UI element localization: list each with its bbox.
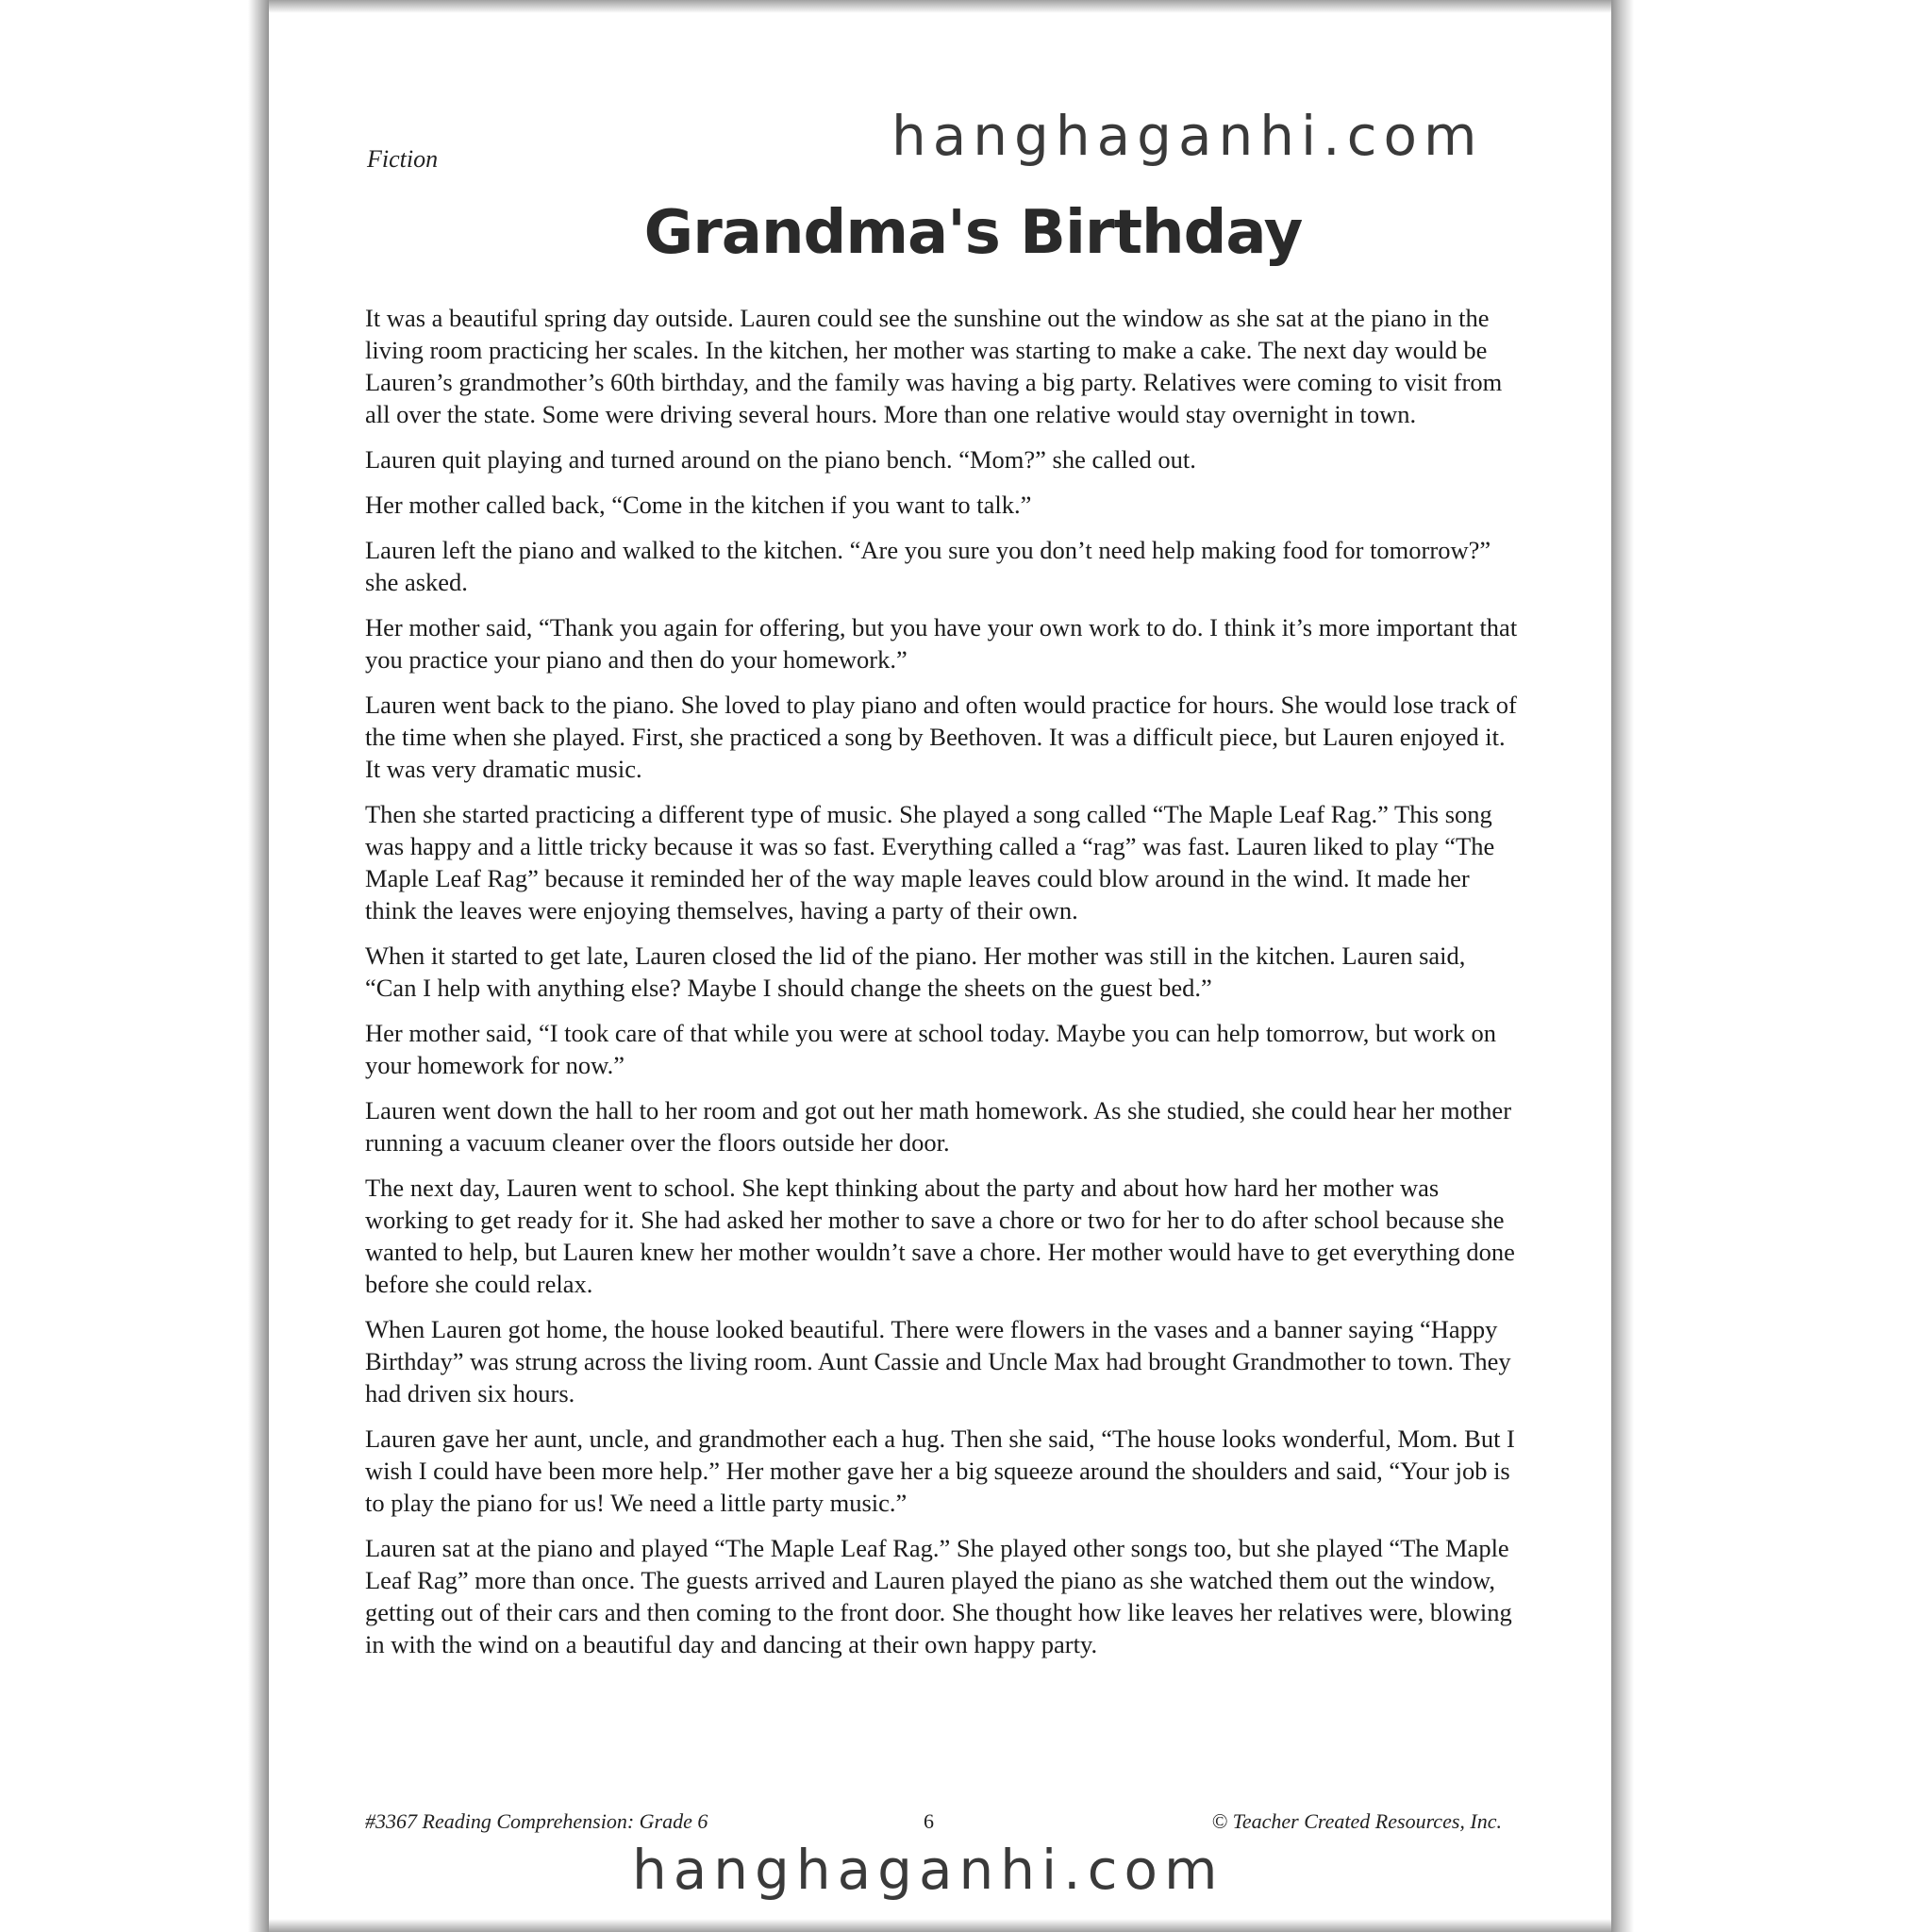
- watermark-top: hanghaganhi.com: [891, 104, 1484, 168]
- paragraph: Lauren quit playing and turned around on the piano bench. “Mom?” she called out.: [365, 445, 1196, 474]
- paragraph: Her mother said, “Thank you again for offering, but you have your own work to do. I think it’s more important that you practice your piano and then do your homework.”: [365, 613, 1518, 674]
- paragraph: When Lauren got home, the house looked beautiful. There were flowers in the vases and a banner saying “Happy Birthday” was strung across the living room. Aunt Cassie and Uncle Max had brought Grandmother to town. They had driven six hours.: [365, 1315, 1511, 1407]
- story-body: [365, 302, 1521, 1674]
- paragraph: Then she started practicing a different type of music. She played a song called “The Maple Leaf Rag.” This song was happy and a little tricky because it was so fast. Everything called a “rag” was fast. Lauren liked to play “The Maple Leaf Rag” because it reminded her of the way maple leaves could blow around in the wind. It made her think the leaves were enjoying themselves, having a party of their own.: [365, 800, 1495, 924]
- watermark-bottom: hanghaganhi.com: [632, 1838, 1224, 1902]
- paragraph: Her mother called back, “Come in the kitchen if you want to talk.”: [365, 491, 1032, 519]
- page-shadow-left: [248, 0, 269, 1932]
- paragraph: It was a beautiful spring day outside. Lauren could see the sunshine out the window as she sat at the piano in the living room practicing her scales. In the kitchen, her mother was starting to make a cake. The next day would be Lauren’s grandmother’s 60th birthday, and the family was having a big party. Relatives were coming to visit from all over the state. Some were driving several hours. More than one relative would stay overnight in town.: [365, 304, 1503, 428]
- paragraph: Lauren sat at the piano and played “The Maple Leaf Rag.” She played other songs too, but she played “The Maple Leaf Rag” more than once. The guests arrived and Lauren played the piano as she watched them out the window, getting out of their cars and then coming to the front door. She thought how like leaves her relatives were, blowing in with the wind on a beautiful day and dancing at their own happy party.: [365, 1534, 1512, 1658]
- section-label: Fiction: [367, 145, 439, 173]
- footer-copyright: © Teacher Created Resources, Inc.: [1211, 1809, 1502, 1833]
- document-page: [269, 13, 1611, 1919]
- paragraph: Lauren went down the hall to her room and got out her math homework. As she studied, she could hear her mother running a vacuum cleaner over the floors outside her door.: [365, 1096, 1512, 1157]
- page-shadow-top: [269, 0, 1611, 13]
- page-shadow-bottom: [269, 1919, 1611, 1932]
- footer-book-title: #3367 Reading Comprehension: Grade 6: [365, 1809, 708, 1833]
- page-shadow-right: [1611, 0, 1634, 1932]
- footer-page-number: 6: [924, 1809, 934, 1833]
- paragraph: The next day, Lauren went to school. She kept thinking about the party and about how hard her mother was working to get ready for it. She had asked her mother to save a chore or two for her to do after school because she wanted to help, but Lauren knew her mother wouldn’t save a chore. Her mother would have to get everything done before she could relax.: [365, 1174, 1515, 1298]
- paragraph: Lauren gave her aunt, uncle, and grandmother each a hug. Then she said, “The house looks wonderful, Mom. But I wish I could have been more help.” Her mother gave her a big squeeze around the shoulders and said, “Your job is to play the piano for us! We need a little party music.”: [365, 1424, 1515, 1517]
- page-title: Grandma's Birthday: [643, 198, 1303, 268]
- paragraph: Her mother said, “I took care of that while you were at school today. Maybe you can help tomorrow, but work on your homework for now.”: [365, 1019, 1497, 1079]
- paragraph: Lauren left the piano and walked to the kitchen. “Are you sure you don’t need help making food for tomorrow?” she asked.: [365, 536, 1491, 596]
- paragraph: Lauren went back to the piano. She loved to play piano and often would practice for hours. She would lose track of the time when she played. First, she practiced a song by Beethoven. It was a difficult piece, but Lauren enjoyed it. It was very dramatic music.: [365, 691, 1517, 783]
- paragraph: When it started to get late, Lauren closed the lid of the piano. Her mother was still in the kitchen. Lauren said, “Can I help with anything else? Maybe I should change the sheets on the guest bed.”: [365, 941, 1466, 1002]
